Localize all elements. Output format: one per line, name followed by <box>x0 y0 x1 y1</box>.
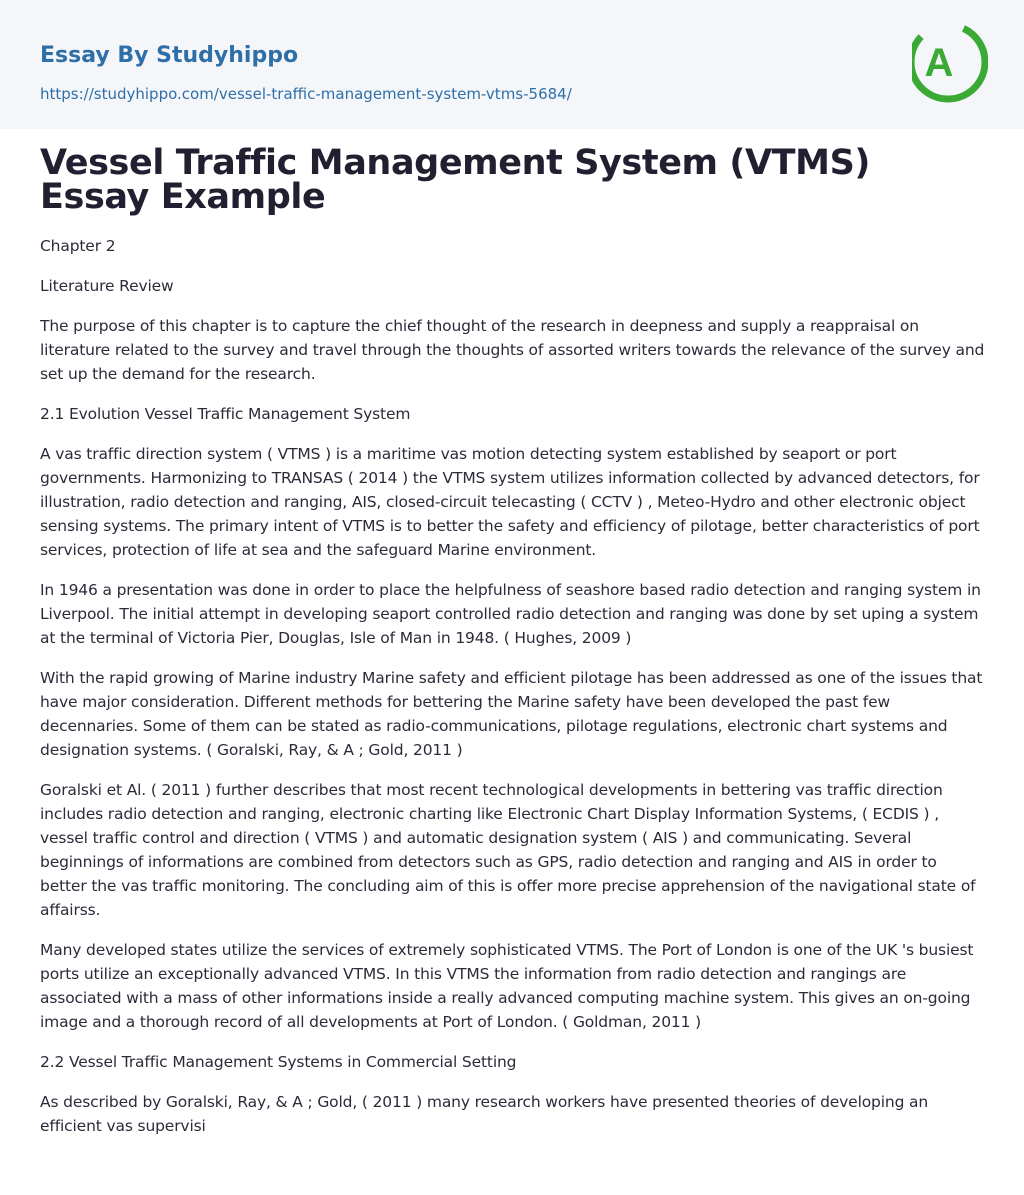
paragraph-chapter: Chapter 2 <box>40 237 116 255</box>
paragraph-section-heading: 2.1 Evolution Vessel Traffic Management System <box>40 405 411 423</box>
site-header <box>0 0 1024 129</box>
article-body <box>40 234 986 1138</box>
paragraph: A vas traffic direction system ( VTMS ) is a maritime vas motion detecting system established by seaport or port governments. Harmonizing to TRANSAS ( 2014 ) the VTMS system utilizes information collected by advanced detectors, for illustration, radio detection and ranging, AIS, closed-circuit telecasting ( CCTV ) , Meteo-Hydro and other electronic object sensing systems. The primary intent of VTMS is to better the safety and efficiency of pilotage, better characteristics of port services, protection of life at sea and the safeguard Marine environment. <box>40 445 980 559</box>
paragraph: The purpose of this chapter is to capture the chief thought of the research in deepness and supply a reappraisal on literature related to the survey and travel through the thoughts of assorted writers towards the relevance of the survey and set up the demand for the research. <box>40 317 985 383</box>
paragraph: As described by Goralski, Ray, & A ; Gold, ( 2011 ) many research workers have presented theories of developing an efficient vas supervisi <box>40 1093 929 1135</box>
page-title: Vessel Traffic Management System (VTMS) Essay Example <box>40 143 870 217</box>
article <box>40 143 986 1154</box>
logo-letter: A <box>924 41 954 85</box>
paragraph: In 1946 a presentation was done in order to place the helpfulness of seashore based radio detection and ranging system in Liverpool. The initial attempt in developing seaport controlled radio detection and ranging was done by set uping a system at the terminal of Victoria Pier, Douglas, Isle of Man in 1948. ( Hughes, 2009 ) <box>40 581 981 647</box>
paragraph-section-heading: Literature Review <box>40 277 174 295</box>
studyhippo-a-logo-icon[interactable] <box>912 18 988 106</box>
source-url-link[interactable]: https://studyhippo.com/vessel-traffic-management-system-vtms-5684/ <box>40 85 572 103</box>
paragraph-section-heading: 2.2 Vessel Traffic Management Systems in Commercial Setting <box>40 1053 517 1071</box>
paragraph: Many developed states utilize the services of extremely sophisticated VTMS. The Port of London is one of the UK 's busiest ports utilize an exceptionally advanced VTMS. In this VTMS the information from radio detection and rangings are associated with a mass of other informations inside a really advanced computing machine system. This gives an on-going image and a thorough record of all developments at Port of London. ( Goldman, 2011 ) <box>40 941 974 1031</box>
paragraph: With the rapid growing of Marine industry Marine safety and efficient pilotage has been addressed as one of the issues that have major consideration. Different methods for bettering the Marine safety have been developed the past few decennaries. Some of them can be stated as radio-communications, pilotage regulations, electronic chart systems and designation systems. ( Goralski, Ray, & A ; Gold, 2011 ) <box>40 669 983 759</box>
brand-title[interactable]: Essay By Studyhippo <box>40 43 299 68</box>
paragraph: Goralski et Al. ( 2011 ) further describes that most recent technological developments in bettering vas traffic direction includes radio detection and ranging, electronic charting like Electronic Chart Display Information Systems, ( ECDIS ) , vessel traffic control and direction ( VTMS ) and automatic designation system ( AIS ) and communicating. Several beginnings of informations are combined from detectors such as GPS, radio detection and ranging and AIS in order to better the vas traffic monitoring. The concluding aim of this is offer more precise apprehension of the navigational state of affairss. <box>40 781 976 919</box>
